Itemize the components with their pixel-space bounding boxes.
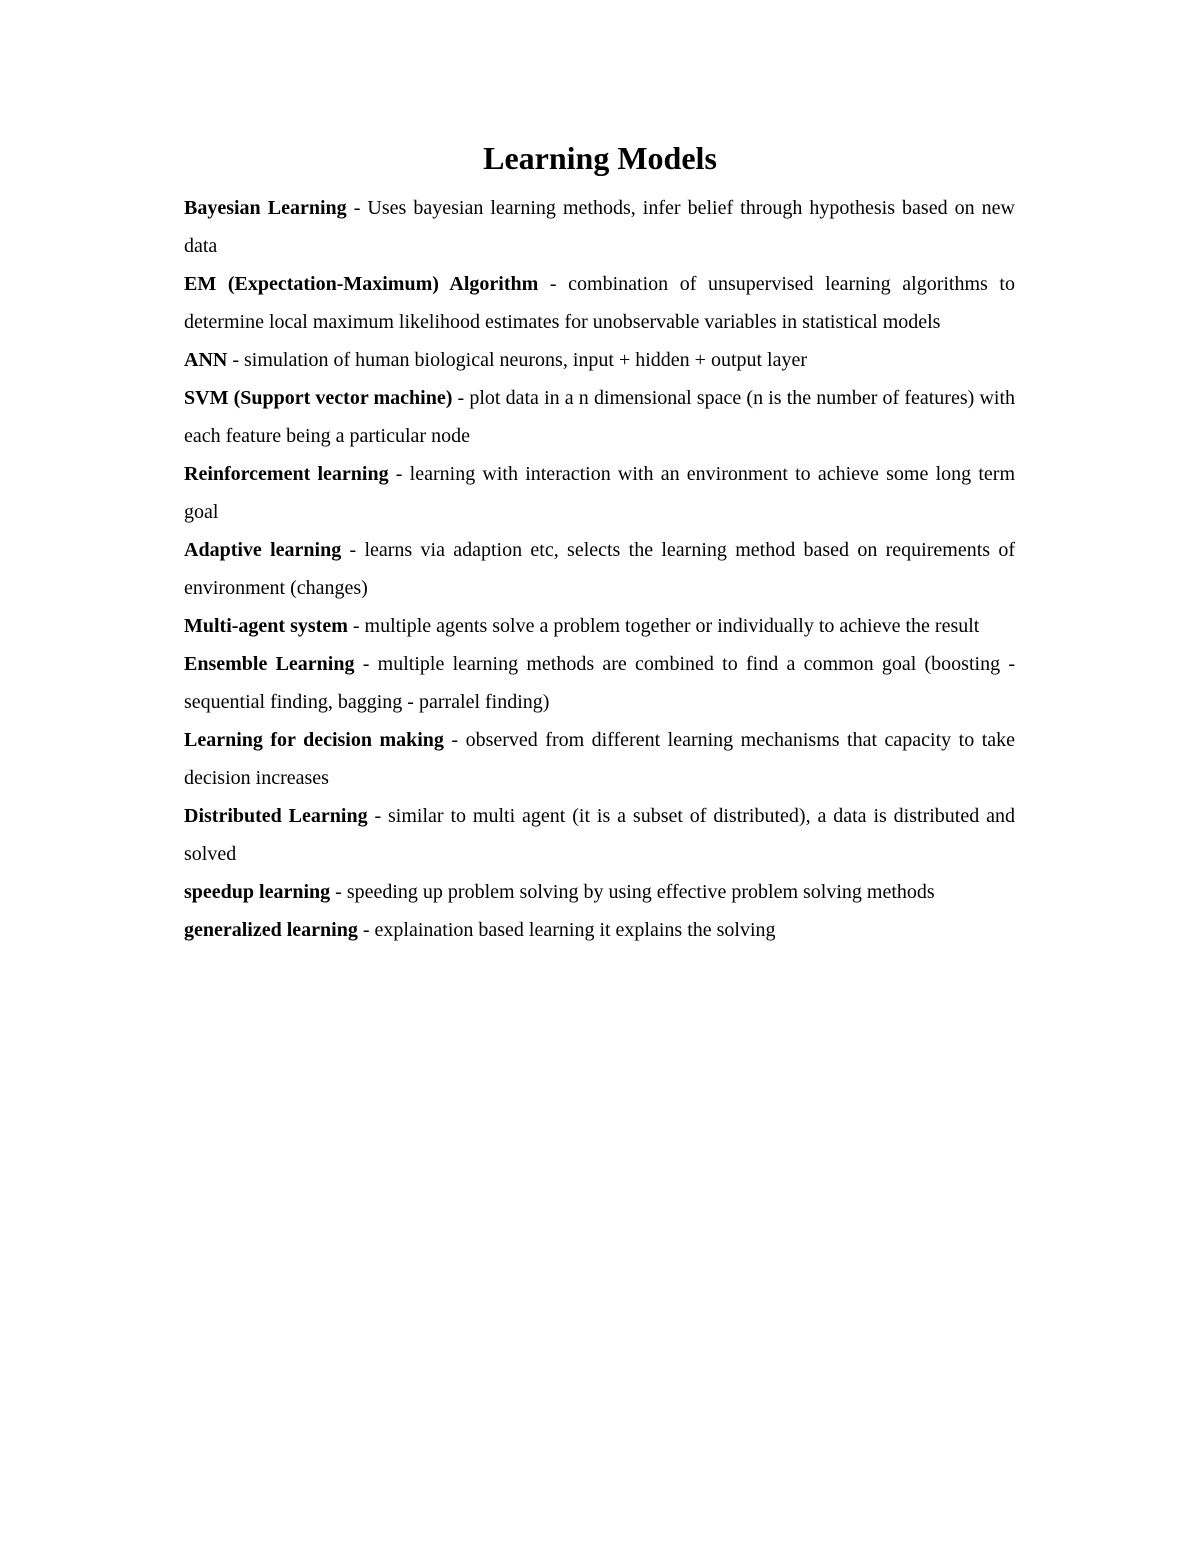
list-item xyxy=(184,911,1015,949)
list-item xyxy=(184,797,1015,873)
entry-description: - similar to multi agent (it is a subset of distributed), a data is distributed and solved xyxy=(184,805,1015,865)
entry-term: Distributed Learning xyxy=(184,805,368,827)
page-title: Learning Models xyxy=(483,140,717,176)
entry-description: - Uses bayesian learning methods, infer belief through hypothesis based on new data xyxy=(184,197,1016,257)
entry-description: - explaination based learning it explains the solving xyxy=(357,919,776,941)
list-item xyxy=(184,531,1015,607)
entry-term: Bayesian Learning xyxy=(184,197,347,219)
entry-description: - speeding up problem solving by using effective problem solving methods xyxy=(330,881,935,903)
list-item xyxy=(184,379,1015,455)
list-item xyxy=(184,721,1015,797)
entry-term: Reinforcement learning xyxy=(184,463,389,485)
entry-description: - combination of unsupervised learning algorithms to determine local maximum likelihood estimates for unobservable variables in statistical models xyxy=(184,273,1015,333)
entry-description: - multiple learning methods are combined to find a common goal (boosting - sequential finding, bagging - parralel finding) xyxy=(184,653,1015,713)
entry-description: - simulation of human biological neurons, input + hidden + output layer xyxy=(227,349,808,371)
list-item xyxy=(184,873,1015,911)
entry-term: ANN xyxy=(184,349,228,371)
entry-description: - observed from different learning mechanisms that capacity to take decision increases xyxy=(184,729,1016,789)
definition-list xyxy=(184,189,1015,949)
entry-term: EM (Expectation-Maximum) Algorithm xyxy=(184,273,539,295)
entry-description: - plot data in a n dimensional space (n is the number of features) with each feature being a particular node xyxy=(184,387,1015,447)
entry-term: speedup learning xyxy=(184,881,331,903)
list-item xyxy=(184,645,1015,721)
entry-term: Multi-agent system xyxy=(184,615,348,637)
list-item xyxy=(184,341,1015,379)
list-item xyxy=(184,265,1015,341)
entry-description: - learning with interaction with an environment to achieve some long term goal xyxy=(184,463,1015,523)
entry-term: Adaptive learning xyxy=(184,539,342,561)
list-item xyxy=(184,189,1015,265)
entry-term: Learning for decision making xyxy=(184,729,444,751)
entry-description: - multiple agents solve a problem together or individually to achieve the result xyxy=(347,615,980,637)
entry-term: Ensemble Learning xyxy=(184,653,355,675)
entry-description: - learns via adaption etc, selects the learning method based on requirements of environment (changes) xyxy=(184,539,1015,599)
entry-term: SVM (Support vector machine) xyxy=(184,387,453,409)
list-item xyxy=(184,455,1015,531)
entry-term: generalized learning xyxy=(184,919,358,941)
list-item xyxy=(184,607,1015,645)
